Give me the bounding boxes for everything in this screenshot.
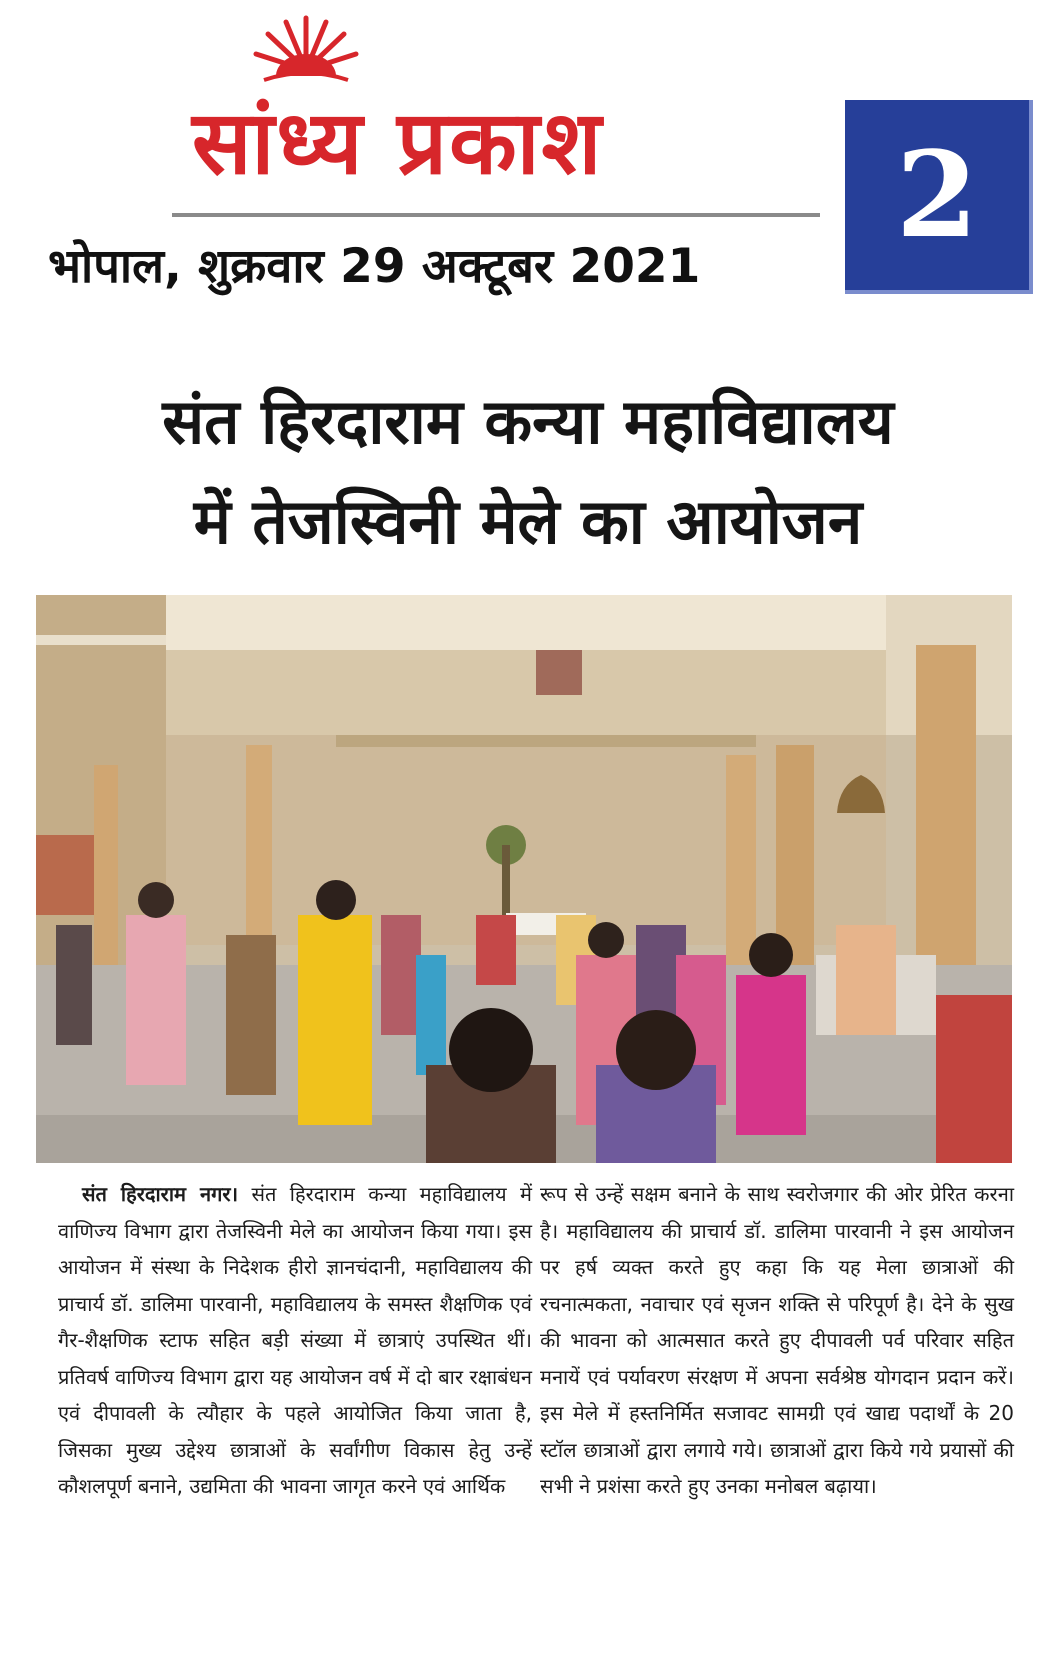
page-number-box [845, 100, 1033, 294]
article-paragraph-1 [58, 1176, 532, 1505]
article-headline [30, 372, 1026, 590]
headline-line-1: संत हिरदाराम कन्या महाविद्यालय [162, 385, 894, 458]
article-dateline: संत हिरदाराम नगर। [82, 1182, 239, 1206]
college-courtyard-photo [36, 595, 1012, 1163]
masthead-rule [172, 213, 820, 217]
news-photo [36, 595, 1012, 1163]
masthead [150, 10, 830, 215]
article-column-2 [540, 1176, 1014, 1616]
dateline: भोपाल, शुक्रवार 29 अक्टूबर 2021 [48, 239, 701, 294]
article-text-1: संत हिरदाराम कन्या महाविद्यालय में वाणिज्य विभाग द्वारा तेजस्विनी मेले का आयोजन किया गया। इस आयोजन में संस्था के निदेशक हीरो ज्ञानचंदानी, महाविद्यालय की प्राचार्य डॉ. डालिमा पारवानी, महाविद्यालय के समस्त शैक्षणिक एवं गैर-शैक्षणिक स्टाफ सहित बड़ी संख्या में छात्राएं उपस्थित थीं। प्रतिवर्ष वाणिज्य विभाग द्वारा यह आयोजन वर्ष में दो बार रक्षाबंधन एवं दीपावली के त्यौहार के पहले आयोजित किया जाता है, जिसका मुख्य उद्देश्य छात्राओं के सर्वांगीण विकास हेतु उन्हें कौशलपूर्ण बनाने, उद्यमिता की भावना जागृत करने एवं आर्थिक [58, 1182, 532, 1498]
article-paragraph-2: रूप से उन्हें सक्षम बनाने के साथ स्वरोजगार की ओर प्रेरित करना है। महाविद्यालय की प्राचार्य डॉ. डालिमा पारवानी ने इस आयोजन पर हर्ष व्यक्त करते हुए कहा कि यह मेला छात्राओं की रचनात्मकता, नवाचार एवं सृजन शक्ति से परिपूर्ण है। देने के सुख की भावना को आत्मसात करते हुए दीपावली पर्व परिवार सहित मनायें एवं पर्यावरण संरक्षण में अपना सर्वश्रेष्ठ योगदान प्रदान करें। इस मेले में हस्तनिर्मित सजावट सामग्री एवं खाद्य पदार्थों के 20 स्टॉल छात्राओं द्वारा लगाये गये। छात्राओं द्वारा किये गये प्रयासों की सभी ने प्रशंसा करते हुए उनका मनोबल बढ़ाया। [540, 1182, 1014, 1498]
newspaper-title: सांध्य प्रकाश [192, 91, 604, 194]
article-column-1 [58, 1176, 532, 1616]
rising-sun-icon [246, 10, 366, 90]
page-number: 2 [895, 125, 979, 264]
headline-line-2: में तेजस्विनी मेले का आयोजन [193, 485, 863, 558]
